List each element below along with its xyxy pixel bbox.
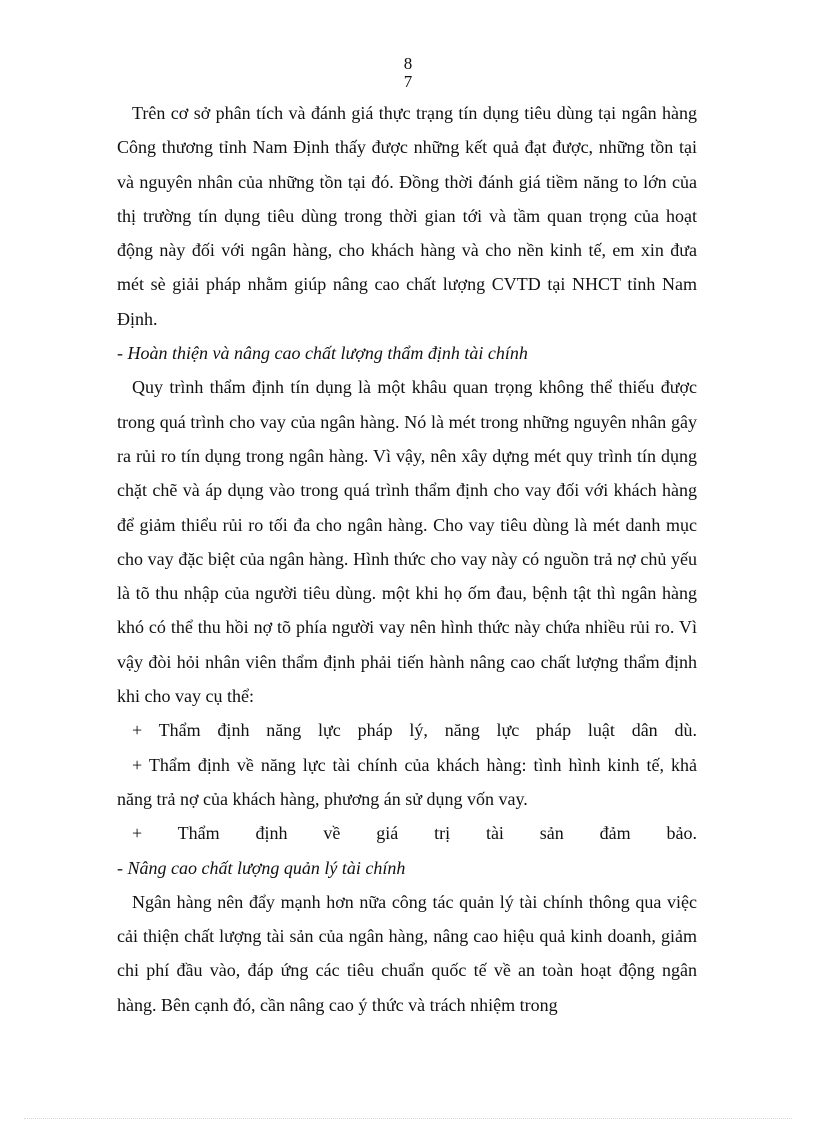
section-heading-financial-appraisal: - Hoàn thiện và nâng cao chất lượng thẩm định tài chính — [117, 343, 528, 364]
paragraph-appraisal-process: Quy trình thẩm định tín dụng là một khâu quan trọng không thể thiếu được trong quá trình cho vay của ngân hàng. Nó là mét trong những nguyên nhân gây ra rủi ro tín dụng trong ngân hàng. Vì vậy, nên xây dựng mét quy trình tín dụng chặt chẽ và áp dụng vào trong quá trình thẩm định cho vay đối với khách hàng để giảm thiểu rủi ro tối đa cho ngân hàng. Cho vay tiêu dùng là mét danh mục cho vay đặc biệt của ngân hàng. Hình thức cho vay này có nguồn trả nợ chủ yếu là tõ thu nhập của người tiêu dùng. một khi họ ốm đau, bệnh tật thì ngân hàng khó có thể thu hồi nợ tõ phía người vay nên hình thức này chứa nhiều rủi ro. Vì vậy đòi hỏi nhân viên thẩm định phải tiến hành nâng cao chất lượng thẩm định khi cho vay cụ thể: — [117, 377, 697, 707]
bullet-legal-capacity: + Thẩm định năng lực pháp lý, năng lực pháp luật dân dù. — [132, 720, 697, 741]
document-body — [117, 96, 697, 1022]
bullet-financial-capacity: + Thẩm định về năng lực tài chính của khách hàng: tình hình kinh tế, khả năng trả nợ của khách hàng, phương án sử dụng vốn vay. — [117, 754, 697, 809]
page-number-bottom: 7 — [403, 72, 413, 91]
paragraph-intro: Trên cơ sở phân tích và đánh giá thực trạng tín dụng tiêu dùng tại ngân hàng Công thương tỉnh Nam Định thấy được những kết quả đạt được, những tồn tại và nguyên nhân của những tồn tại đó. Đồng thời đánh giá tiềm năng to lớn của thị trường tín dụng tiêu dùng trong thời gian tới và tầm quan trọng của hoạt động này đối với ngân hàng, cho khách hàng và cho nền kinh tế, em xin đưa mét sè giải pháp nhằm giúp nâng cao chất lượng CVTD tại NHCT tỉnh Nam Định. — [117, 103, 697, 329]
paragraph-financial-management: Ngân hàng nên đẩy mạnh hơn nữa công tác quản lý tài chính thông qua việc cải thiện chất lượng tài sản của ngân hàng, nâng cao hiệu quả kinh doanh, giảm chi phí đầu vào, đáp ứng các tiêu chuẩn quốc tế về an toàn hoạt động ngân hàng. Bên cạnh đó, cần nâng cao ý thức và trách nhiệm trong — [117, 891, 697, 1015]
bullet-collateral-value: + Thẩm định về giá trị tài sản đảm bảo. — [132, 823, 697, 844]
section-heading-financial-management: - Nâng cao chất lượng quản lý tài chính — [117, 857, 406, 878]
page-number-top: 8 — [403, 54, 413, 73]
page-bottom-divider — [24, 1118, 792, 1119]
